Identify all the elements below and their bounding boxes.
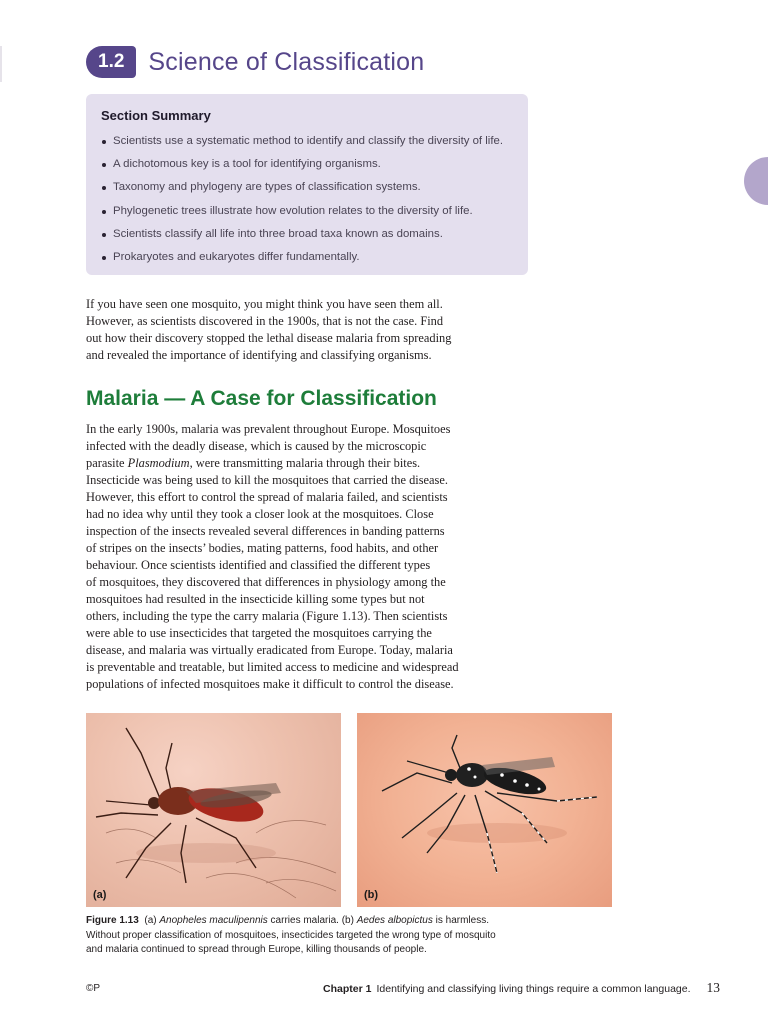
summary-item: Phylogenetic trees illustrate how evolution relates to the diversity of life. — [101, 200, 514, 223]
caption-figure-number: Figure 1.13 — [86, 915, 139, 926]
body-text: , were transmitting malaria through their bites. — [189, 456, 421, 470]
caption-line: Without proper classification of mosquitoes, insecticides targeted the wrong type of mosquito — [86, 929, 496, 941]
intro-paragraph — [86, 296, 528, 364]
caption-line — [86, 914, 526, 929]
figure-caption — [86, 914, 526, 958]
aedes-mosquito-illustration — [357, 713, 612, 907]
body-line: mosquitoes had resulted in the insecticide killing some types but not — [86, 592, 425, 606]
anopheles-mosquito-illustration — [86, 713, 341, 907]
figure-photo-a — [86, 713, 341, 907]
intro-line: However, as scientists discovered in the 1900s, that is not the case. Find — [86, 314, 444, 328]
body-line — [86, 455, 528, 472]
body-line: inspection of the insects revealed several differences in banding patterns — [86, 524, 445, 538]
plasmodium-term: Plasmodium — [127, 456, 190, 470]
summary-item: Scientists use a systematic method to identify and classify the diversity of life. — [101, 130, 514, 153]
body-line: is preventable and treatable, but limited access to medicine and widespread — [86, 660, 459, 674]
intro-line: out how their discovery stopped the lethal disease malaria from spreading — [86, 331, 452, 345]
footer-chapter-title: Identifying and classifying living things require a common language. — [376, 983, 691, 995]
page-edge-mark — [0, 46, 2, 82]
malaria-paragraph — [86, 421, 528, 693]
section-header — [86, 45, 424, 79]
caption-line: and malaria continued to spread through Europe, killing thousands of people. — [86, 944, 427, 955]
figure-label-a: (a) — [93, 889, 107, 901]
summary-item: A dichotomous key is a tool for identifying organisms. — [101, 153, 514, 176]
body-text: parasite — [86, 456, 128, 470]
body-line: behaviour. Once scientists identified and classified the different types — [86, 558, 431, 572]
page-number: 13 — [706, 980, 720, 995]
intro-line: If you have seen one mosquito, you might think you have seen them all. — [86, 297, 443, 311]
body-line: infected with the deadly disease, which is caused by the microscopic — [86, 439, 427, 453]
body-line: However, this effort to control the spread of malaria failed, and scientists — [86, 490, 448, 504]
summary-item: Taxonomy and phylogeny are types of classification systems. — [101, 176, 514, 199]
caption-species-b: Aedes albopictus — [356, 915, 433, 926]
body-line: In the early 1900s, malaria was prevalent throughout Europe. Mosquitoes — [86, 422, 451, 436]
section-number-badge: 1.2 — [86, 46, 136, 78]
intro-line: and revealed the importance of identifying and classifying organisms. — [86, 348, 432, 362]
caption-text: (a) — [144, 915, 160, 926]
summary-item: Prokaryotes and eukaryotes differ fundamentally. — [101, 246, 514, 269]
body-line: Insecticide was being used to kill the mosquitoes that carried the disease. — [86, 473, 448, 487]
caption-text: is harmless. — [432, 915, 489, 926]
body-line: of stripes on the insects’ bodies, mating patterns, food habits, and other — [86, 541, 439, 555]
body-line: of mosquitoes, they discovered that differences in physiology among the — [86, 575, 446, 589]
caption-text: carries malaria. (b) — [267, 915, 357, 926]
footer-copyright: ©P — [86, 983, 101, 994]
chapter-side-tab — [744, 157, 768, 205]
footer-chapter-label: Chapter 1 — [323, 983, 372, 995]
figure-photo-b — [357, 713, 612, 907]
section-summary-heading: Section Summary — [101, 108, 211, 123]
figure-label-b: (b) — [364, 889, 379, 901]
page-footer — [323, 980, 720, 996]
section-summary-box — [86, 94, 528, 275]
body-line: populations of infected mosquitoes make it difficult to control the disease. — [86, 677, 454, 691]
body-line: had no idea why until they took a closer look at the mosquitoes. Close — [86, 507, 434, 521]
body-line: disease, and malaria was virtually eradicated from Europe. Today, malaria — [86, 643, 453, 657]
summary-item: Scientists classify all life into three broad taxa known as domains. — [101, 223, 514, 246]
section-summary-list — [101, 130, 514, 269]
malaria-heading: Malaria — A Case for Classification — [86, 387, 437, 410]
section-title: Science of Classification — [148, 47, 425, 76]
body-line: others, including the type the carry malaria (Figure 1.13). Then scientists — [86, 609, 448, 623]
caption-species-a: Anopheles maculipennis — [159, 915, 268, 926]
body-line: were able to use insecticides that targeted the mosquitoes carrying the — [86, 626, 432, 640]
